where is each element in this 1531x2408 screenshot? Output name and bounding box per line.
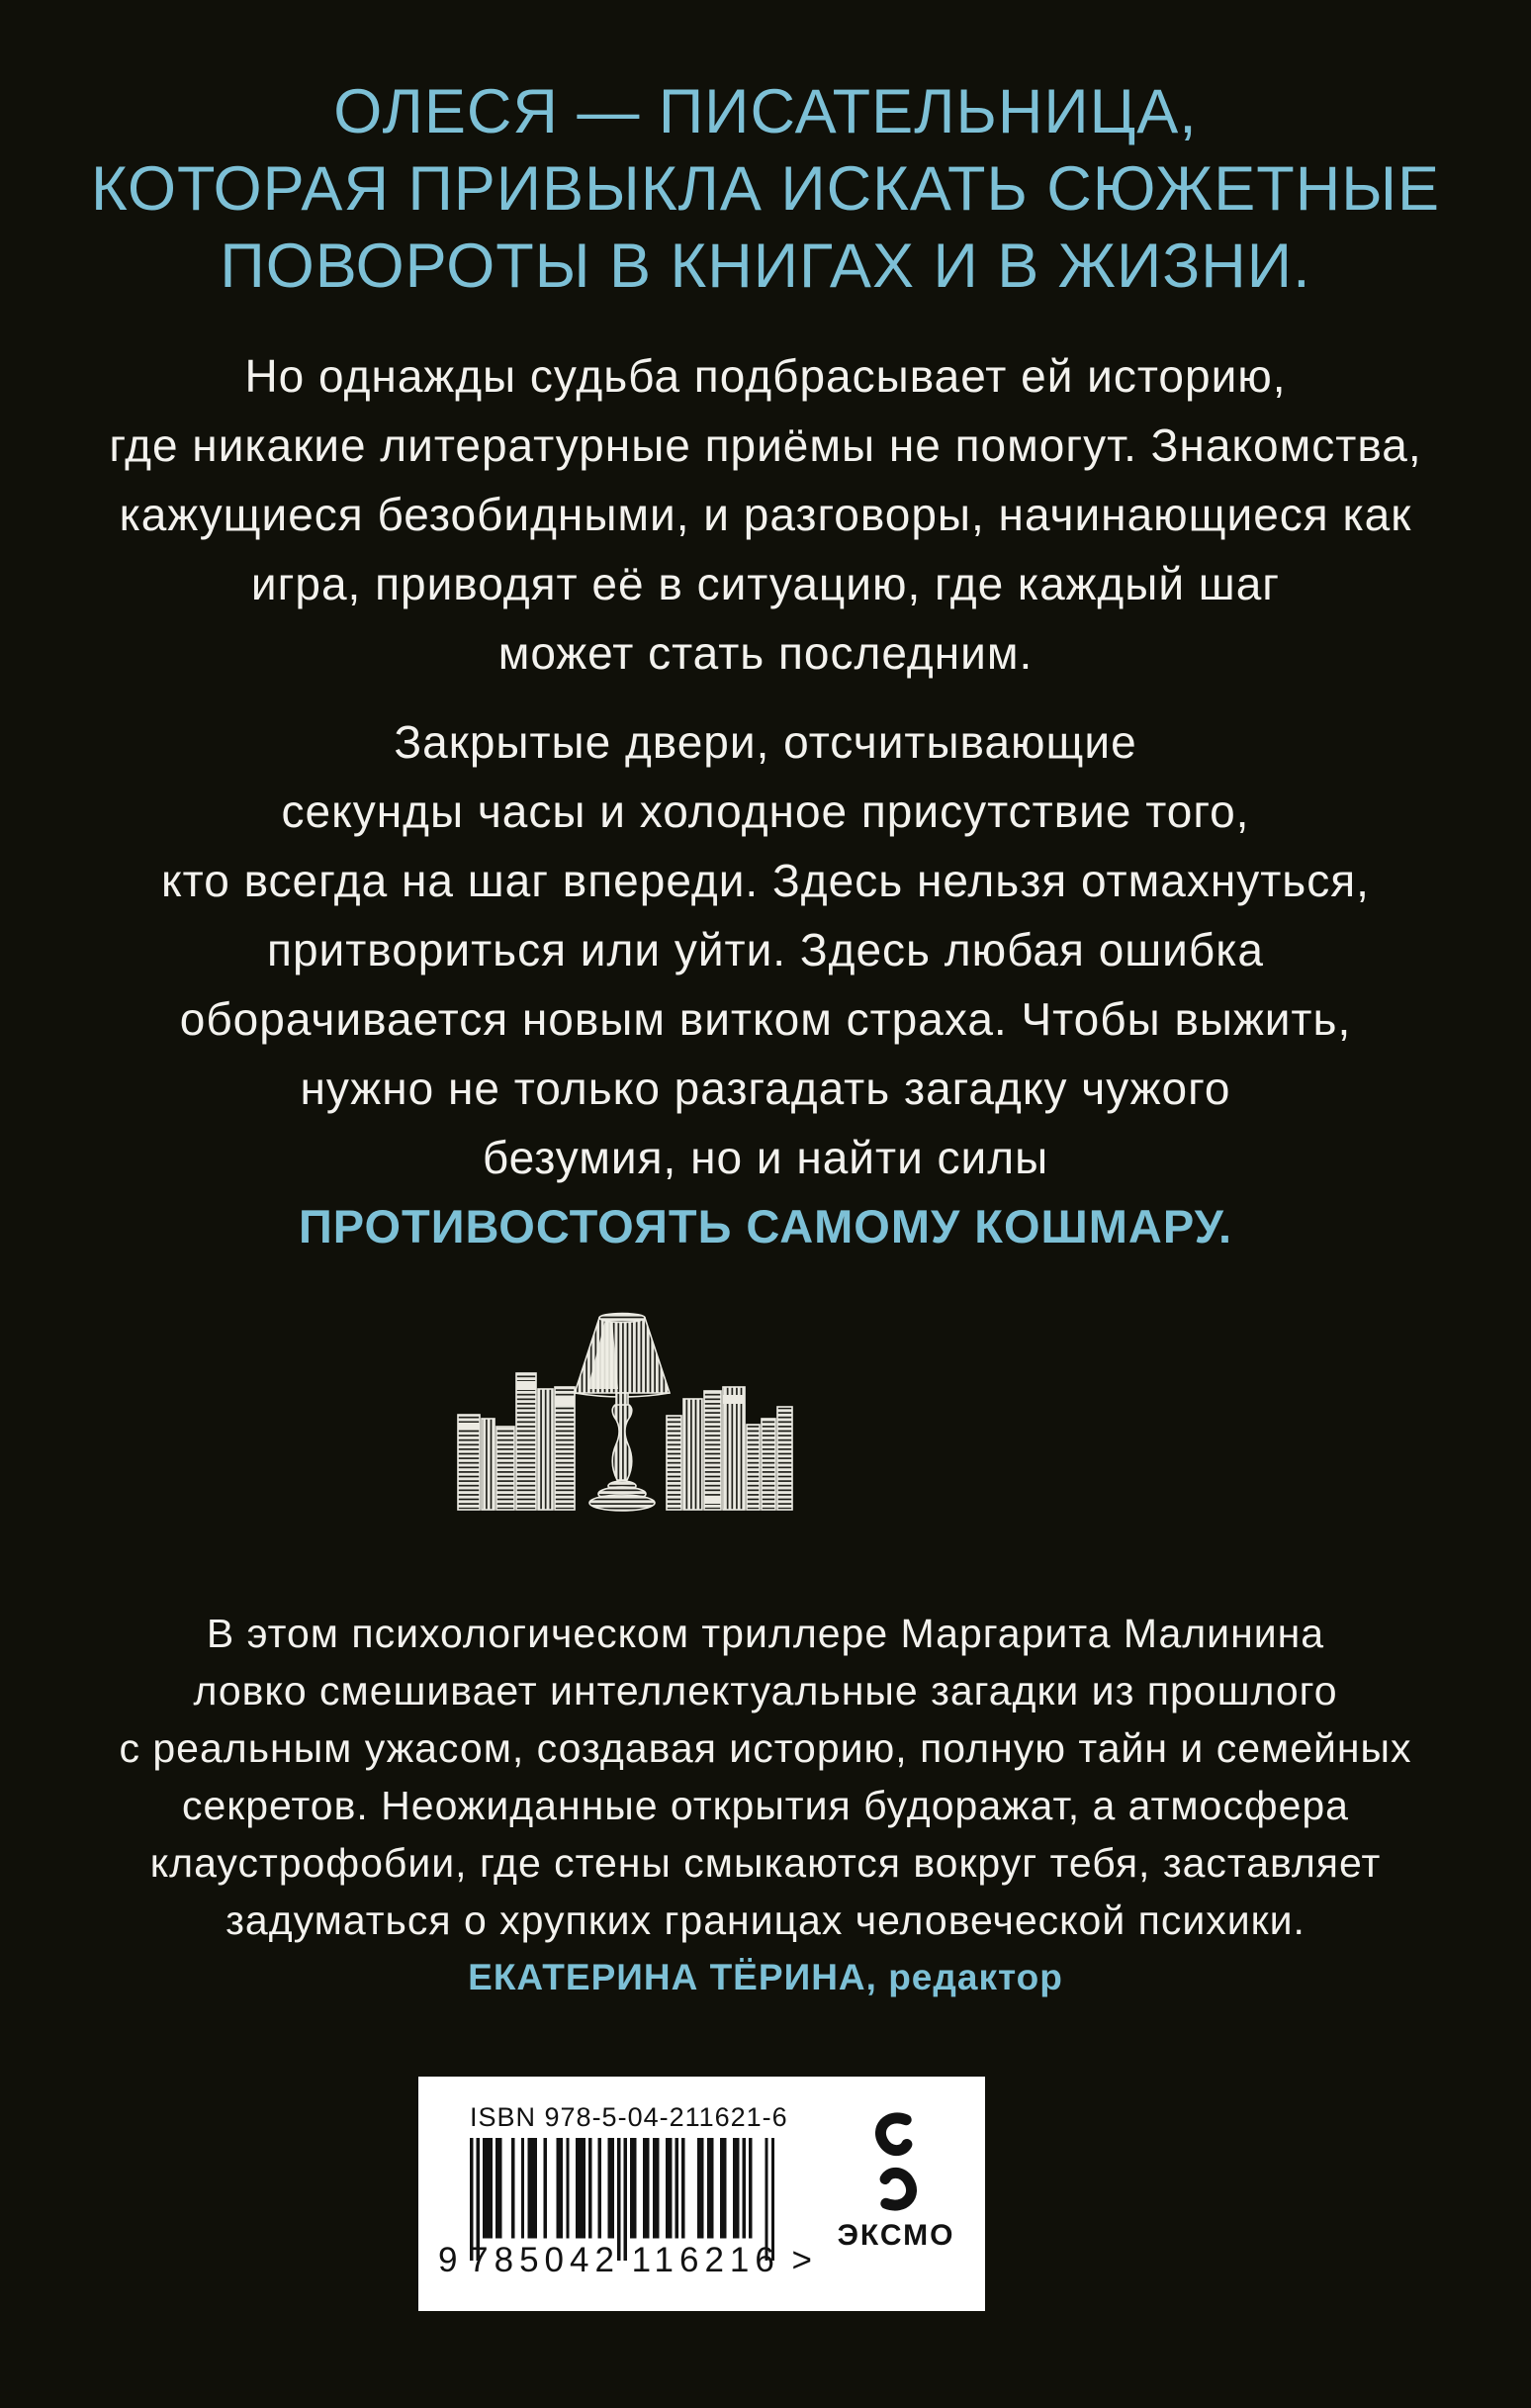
right-books bbox=[667, 1387, 792, 1510]
synopsis-accent-line: ПРОТИВОСТОЯТЬ САМОМУ КОШМАРУ. bbox=[298, 1200, 1233, 1252]
text-line: задуматься о хрупких границах человеческой психики. bbox=[225, 1898, 1306, 1943]
isbn-number: ISBN 978-5-04-211621-6 bbox=[470, 2102, 788, 2132]
publisher-name: ЭКСМО bbox=[837, 2219, 955, 2252]
text-line: где никакие литературные приёмы не помогут. Знакомства, bbox=[109, 419, 1422, 471]
text-line: оборачивается новым витком страха. Чтобы выжить, bbox=[179, 993, 1352, 1045]
review-paragraph-text bbox=[0, 1605, 1531, 1949]
text-line: В этом психологическом триллере Маргарита Малинина bbox=[206, 1611, 1325, 1656]
editor-credit: ЕКАТЕРИНА ТЁРИНА, редактор bbox=[468, 1957, 1063, 1997]
text-line: секретов. Неожиданные открытия будоражат, а атмосфера bbox=[182, 1783, 1349, 1828]
barcode-digits bbox=[438, 2241, 812, 2280]
synopsis-paragraph-2-text bbox=[0, 707, 1531, 1192]
tagline-heading bbox=[0, 73, 1531, 305]
books-and-lamp-illustration bbox=[457, 1306, 793, 1516]
text-line: ловко смешивает интеллектуальные загадки из прошлого bbox=[193, 1668, 1338, 1713]
text-line: с реальным ужасом, создавая историю, полную тайн и семейных bbox=[119, 1725, 1412, 1771]
left-books bbox=[458, 1373, 575, 1510]
isbn-barcode-panel bbox=[418, 2077, 985, 2311]
text-line: секунды часы и холодное присутствие того, bbox=[281, 786, 1250, 837]
text-line: нужно не только разгадать загадку чужого bbox=[300, 1063, 1231, 1114]
text-line: Но однажды судьба подбрасывает ей историю, bbox=[244, 350, 1287, 402]
text-line: клаустрофобии, где стены смыкаются вокруг тебя, заставляет bbox=[149, 1840, 1382, 1886]
text-line: ПОВОРОТЫ В КНИГАХ И В ЖИЗНИ. bbox=[220, 232, 1311, 301]
text-line: Закрытые двери, отсчитывающие bbox=[394, 716, 1137, 768]
eksmo-logo-icon bbox=[861, 2110, 931, 2213]
text-line: кажущиеся безобидными, и разговоры, начинающиеся как bbox=[119, 489, 1412, 540]
table-lamp bbox=[575, 1314, 670, 1512]
text-line: может стать последним. bbox=[497, 627, 1034, 679]
synopsis-paragraph-1 bbox=[0, 341, 1531, 688]
publisher-block bbox=[822, 2110, 970, 2253]
text-line: кто всегда на шаг впереди. Здесь нельзя отмахнуться, bbox=[161, 855, 1370, 906]
text-line: ОЛЕСЯ — ПИСАТЕЛЬНИЦА, bbox=[333, 77, 1198, 146]
text-line: КОТОРАЯ ПРИВЫКЛА ИСКАТЬ СЮЖЕТНЫЕ bbox=[90, 154, 1441, 224]
barcode-group-1: 785042 bbox=[469, 2241, 620, 2279]
barcode-trail-mark: > bbox=[791, 2241, 812, 2279]
synopsis-paragraph-2 bbox=[0, 707, 1531, 1261]
text-line: безумия, но и найти силы bbox=[482, 1132, 1049, 1183]
text-line: игра, приводят её в ситуацию, где каждый шаг bbox=[250, 558, 1281, 609]
barcode-group-2: 116216 bbox=[631, 2241, 780, 2279]
barcode-lead-digit: 9 bbox=[438, 2241, 458, 2279]
review-paragraph bbox=[0, 1605, 1531, 2006]
text-line: притвориться или уйти. Здесь любая ошибка bbox=[267, 924, 1264, 975]
